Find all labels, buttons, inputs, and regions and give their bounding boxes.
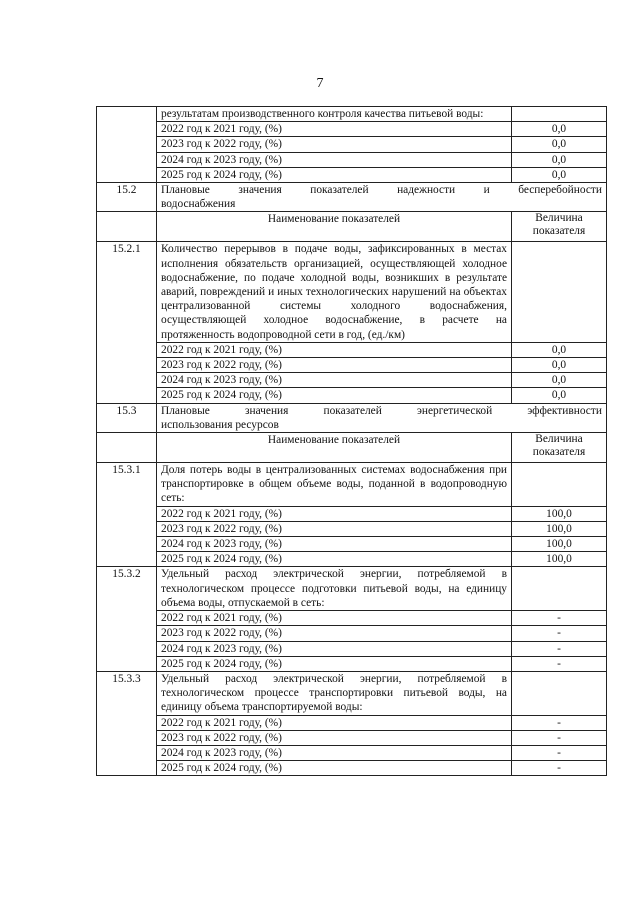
year-label: 2024 год к 2023 году, (%) [157,373,512,388]
header-value: Величина показателя [512,433,607,463]
year-label: 2023 год к 2022 году, (%) [157,358,512,373]
table-row [97,537,607,552]
item-number: 15.2.1 [97,242,157,403]
table-row [97,745,607,760]
table-row [97,373,607,388]
table-row [97,463,607,507]
section-row [97,183,607,212]
year-label: 2024 год к 2023 году, (%) [157,537,512,552]
item-text: Количество перерывов в подаче воды, зафиксированных в местах исполнения обязательств организацией, осуществляющей холодное водоснабжение, по подаче холодной воды, возникших в результате аварий, повреждений и иных технологических нарушений на объектах централизованной системы холодного водоснабжения, осуществляющей холодное водоснабжение, в расчете на протяженность водопроводной сети в год, (ед./км) [157,242,512,342]
table-row [97,242,607,342]
table-row [97,671,607,715]
table-row [97,152,607,167]
number-cell [97,212,157,242]
value-cell: - [512,715,607,730]
year-label: 2022 год к 2021 году, (%) [157,342,512,357]
value-cell: - [512,761,607,776]
table-row [97,730,607,745]
item-text: результатам производственного контроля качества питьевой воды: [157,107,512,122]
year-label: 2025 год к 2024 году, (%) [157,388,512,403]
value-cell: 0,0 [512,122,607,137]
value-cell [512,671,607,715]
page-number: 7 [316,76,324,91]
header-row [97,212,607,242]
value-cell: - [512,611,607,626]
value-cell: 100,0 [512,521,607,536]
table-row [97,567,607,611]
value-cell: 0,0 [512,342,607,357]
table-row [97,626,607,641]
section-title: Плановые значения показателей энергетической эффективности использования ресурсов [157,403,607,432]
year-label: 2023 год к 2022 году, (%) [157,521,512,536]
number-cell [97,433,157,463]
number-cell [97,107,157,183]
value-cell: 100,0 [512,506,607,521]
table-row [97,358,607,373]
section-number: 15.3 [97,403,157,432]
year-label: 2023 год к 2022 году, (%) [157,137,512,152]
item-number: 15.3.2 [97,567,157,671]
value-cell [512,107,607,122]
value-cell: 0,0 [512,167,607,182]
table-row [97,388,607,403]
year-label: 2023 год к 2022 году, (%) [157,730,512,745]
table-row [97,506,607,521]
table-row [97,122,607,137]
year-label: 2025 год к 2024 году, (%) [157,761,512,776]
table-row [97,761,607,776]
value-cell [512,463,607,507]
table-row [97,167,607,182]
header-name: Наименование показателей [157,433,512,463]
value-cell: 0,0 [512,137,607,152]
table-row [97,656,607,671]
year-label: 2024 год к 2023 году, (%) [157,641,512,656]
item-number: 15.3.3 [97,671,157,775]
value-cell: 0,0 [512,358,607,373]
indicators-table [96,106,607,776]
value-cell: - [512,641,607,656]
year-label: 2024 год к 2023 году, (%) [157,152,512,167]
year-label: 2023 год к 2022 году, (%) [157,626,512,641]
table-row [97,611,607,626]
value-cell: - [512,656,607,671]
table-row [97,521,607,536]
header-name: Наименование показателей [157,212,512,242]
value-cell: 100,0 [512,537,607,552]
value-cell [512,567,607,611]
value-cell [512,242,607,342]
section-row [97,403,607,432]
year-label: 2025 год к 2024 году, (%) [157,656,512,671]
value-cell: - [512,730,607,745]
header-row [97,433,607,463]
value-cell: 0,0 [512,152,607,167]
header-value: Величина показателя [512,212,607,242]
value-cell: 0,0 [512,388,607,403]
table-row [97,107,607,122]
item-number: 15.3.1 [97,463,157,567]
year-label: 2025 год к 2024 году, (%) [157,167,512,182]
table-row [97,137,607,152]
year-label: 2022 год к 2021 году, (%) [157,715,512,730]
section-title: Плановые значения показателей надежности и бесперебойности водоснабжения [157,183,607,212]
value-cell: 0,0 [512,373,607,388]
item-text: Удельный расход электрической энергии, потребляемой в технологическом процессе транспортировки питьевой воды, на единицу объема транспортируемой воды: [157,671,512,715]
table-row [97,641,607,656]
year-label: 2022 год к 2021 году, (%) [157,122,512,137]
value-cell: - [512,626,607,641]
section-number: 15.2 [97,183,157,212]
year-label: 2025 год к 2024 году, (%) [157,552,512,567]
table-row [97,342,607,357]
table-row [97,552,607,567]
year-label: 2022 год к 2021 году, (%) [157,611,512,626]
item-text: Доля потерь воды в централизованных системах водоснабжения при транспортировке в общем объеме воды, поданной в водопроводную сеть: [157,463,512,507]
year-label: 2024 год к 2023 году, (%) [157,745,512,760]
year-label: 2022 год к 2021 году, (%) [157,506,512,521]
table-row [97,715,607,730]
value-cell: 100,0 [512,552,607,567]
value-cell: - [512,745,607,760]
item-text: Удельный расход электрической энергии, потребляемой в технологическом процессе подготовки питьевой воды, на единицу объема воды, отпускаемой в сеть: [157,567,512,611]
